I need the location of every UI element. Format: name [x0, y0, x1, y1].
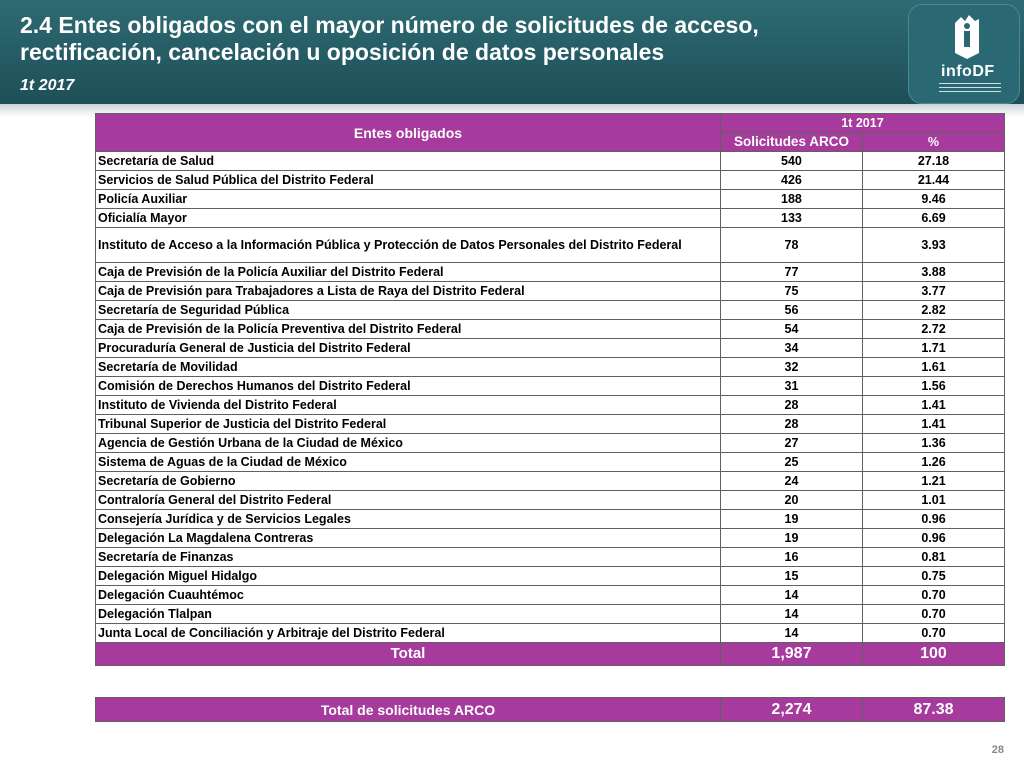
arco-total-label: Total de solicitudes ARCO — [96, 698, 721, 722]
table-row — [96, 263, 1005, 282]
table-row — [96, 586, 1005, 605]
table-row — [96, 301, 1005, 320]
shield-icon — [947, 13, 987, 61]
entity-name: Procuraduría General de Justicia del Distrito Federal — [96, 339, 721, 358]
logo-subtext-lines — [939, 83, 1001, 95]
entity-name: Secretaría de Salud — [96, 152, 721, 171]
request-count: 14 — [720, 605, 862, 624]
request-percent: 0.81 — [862, 548, 1004, 567]
request-count: 31 — [720, 377, 862, 396]
page-number: 28 — [991, 744, 1004, 756]
total-row — [96, 643, 1005, 666]
request-count: 34 — [720, 339, 862, 358]
request-percent: 0.70 — [862, 624, 1004, 643]
entity-name: Caja de Previsión de la Policía Preventiva del Distrito Federal — [96, 320, 721, 339]
table-row — [96, 190, 1005, 209]
request-count: 28 — [720, 415, 862, 434]
table-row — [96, 209, 1005, 228]
request-count: 540 — [720, 152, 862, 171]
request-percent: 1.61 — [862, 358, 1004, 377]
table-row — [96, 472, 1005, 491]
table-row — [96, 320, 1005, 339]
column-header-entity: Entes obligados — [96, 114, 721, 152]
column-header-period: 1t 2017 — [720, 114, 1004, 133]
slide-header — [0, 0, 1024, 104]
total-requests: 1,987 — [720, 643, 862, 666]
request-percent: 0.70 — [862, 605, 1004, 624]
entity-name: Policía Auxiliar — [96, 190, 721, 209]
request-percent: 1.01 — [862, 491, 1004, 510]
request-count: 19 — [720, 510, 862, 529]
entity-name: Comisión de Derechos Humanos del Distrito Federal — [96, 377, 721, 396]
arco-total-table — [95, 697, 1005, 722]
entity-name: Consejería Jurídica y de Servicios Legales — [96, 510, 721, 529]
request-percent: 6.69 — [862, 209, 1004, 228]
total-label: Total — [96, 643, 721, 666]
request-percent: 3.88 — [862, 263, 1004, 282]
request-percent: 1.41 — [862, 415, 1004, 434]
entity-name: Delegación Miguel Hidalgo — [96, 567, 721, 586]
request-percent: 0.96 — [862, 529, 1004, 548]
entity-name: Contraloría General del Distrito Federal — [96, 491, 721, 510]
request-count: 78 — [720, 228, 862, 263]
table-body — [96, 152, 1005, 643]
request-percent: 1.41 — [862, 396, 1004, 415]
request-percent: 1.36 — [862, 434, 1004, 453]
column-header-percent: % — [862, 133, 1004, 152]
table-row — [96, 567, 1005, 586]
request-percent: 9.46 — [862, 190, 1004, 209]
request-percent: 0.75 — [862, 567, 1004, 586]
request-count: 28 — [720, 396, 862, 415]
table-row — [96, 228, 1005, 263]
entities-table — [95, 113, 1005, 666]
request-count: 14 — [720, 624, 862, 643]
request-count: 54 — [720, 320, 862, 339]
table-row — [96, 529, 1005, 548]
table-row — [96, 358, 1005, 377]
table-row — [96, 282, 1005, 301]
request-count: 14 — [720, 586, 862, 605]
request-count: 77 — [720, 263, 862, 282]
request-count: 188 — [720, 190, 862, 209]
entity-name: Oficialía Mayor — [96, 209, 721, 228]
request-count: 56 — [720, 301, 862, 320]
column-header-requests: Solicitudes ARCO — [720, 133, 862, 152]
page-title: 2.4 Entes obligados con el mayor número de solicitudes de acceso, rectificación, cancelación u oposición de datos personales — [20, 12, 759, 65]
table-row — [96, 415, 1005, 434]
table-row — [96, 605, 1005, 624]
page-subtitle: 1t 2017 — [20, 77, 75, 94]
table-row — [96, 434, 1005, 453]
infodf-logo — [908, 4, 1020, 104]
request-count: 133 — [720, 209, 862, 228]
request-count: 20 — [720, 491, 862, 510]
arco-total-percent: 87.38 — [862, 698, 1004, 722]
entity-name: Delegación Cuauhtémoc — [96, 586, 721, 605]
entity-name: Caja de Previsión de la Policía Auxiliar del Distrito Federal — [96, 263, 721, 282]
entity-name: Instituto de Acceso a la Información Pública y Protección de Datos Personales del Distrito Federal — [96, 228, 721, 263]
request-percent: 1.71 — [862, 339, 1004, 358]
entity-name: Sistema de Aguas de la Ciudad de México — [96, 453, 721, 472]
entity-name: Tribunal Superior de Justicia del Distrito Federal — [96, 415, 721, 434]
request-percent: 2.72 — [862, 320, 1004, 339]
entity-name: Delegación Tlalpan — [96, 605, 721, 624]
request-percent: 21.44 — [862, 171, 1004, 190]
logo-text: infoDF — [941, 63, 995, 80]
request-percent: 1.26 — [862, 453, 1004, 472]
table-row — [96, 377, 1005, 396]
entity-name: Secretaría de Seguridad Pública — [96, 301, 721, 320]
table-row — [96, 339, 1005, 358]
entity-name: Secretaría de Gobierno — [96, 472, 721, 491]
request-percent: 3.93 — [862, 228, 1004, 263]
table-row — [96, 152, 1005, 171]
request-count: 19 — [720, 529, 862, 548]
request-percent: 2.82 — [862, 301, 1004, 320]
request-count: 32 — [720, 358, 862, 377]
request-count: 27 — [720, 434, 862, 453]
request-count: 75 — [720, 282, 862, 301]
request-count: 15 — [720, 567, 862, 586]
request-count: 24 — [720, 472, 862, 491]
arco-total-value: 2,274 — [720, 698, 862, 722]
table-row — [96, 548, 1005, 567]
entity-name: Agencia de Gestión Urbana de la Ciudad de México — [96, 434, 721, 453]
entity-name: Junta Local de Conciliación y Arbitraje del Distrito Federal — [96, 624, 721, 643]
request-percent: 1.56 — [862, 377, 1004, 396]
table-row — [96, 171, 1005, 190]
entity-name: Secretaría de Movilidad — [96, 358, 721, 377]
entity-name: Delegación La Magdalena Contreras — [96, 529, 721, 548]
request-count: 426 — [720, 171, 862, 190]
total-percent: 100 — [862, 643, 1004, 666]
entity-name: Instituto de Vivienda del Distrito Federal — [96, 396, 721, 415]
table-row — [96, 624, 1005, 643]
entity-name: Secretaría de Finanzas — [96, 548, 721, 567]
entity-name: Caja de Previsión para Trabajadores a Lista de Raya del Distrito Federal — [96, 282, 721, 301]
table-row — [96, 453, 1005, 472]
table-row — [96, 510, 1005, 529]
table-row — [96, 396, 1005, 415]
entity-name: Servicios de Salud Pública del Distrito Federal — [96, 171, 721, 190]
table-row — [96, 491, 1005, 510]
request-count: 16 — [720, 548, 862, 567]
request-count: 25 — [720, 453, 862, 472]
request-percent: 3.77 — [862, 282, 1004, 301]
request-percent: 0.70 — [862, 586, 1004, 605]
request-percent: 0.96 — [862, 510, 1004, 529]
request-percent: 1.21 — [862, 472, 1004, 491]
request-percent: 27.18 — [862, 152, 1004, 171]
